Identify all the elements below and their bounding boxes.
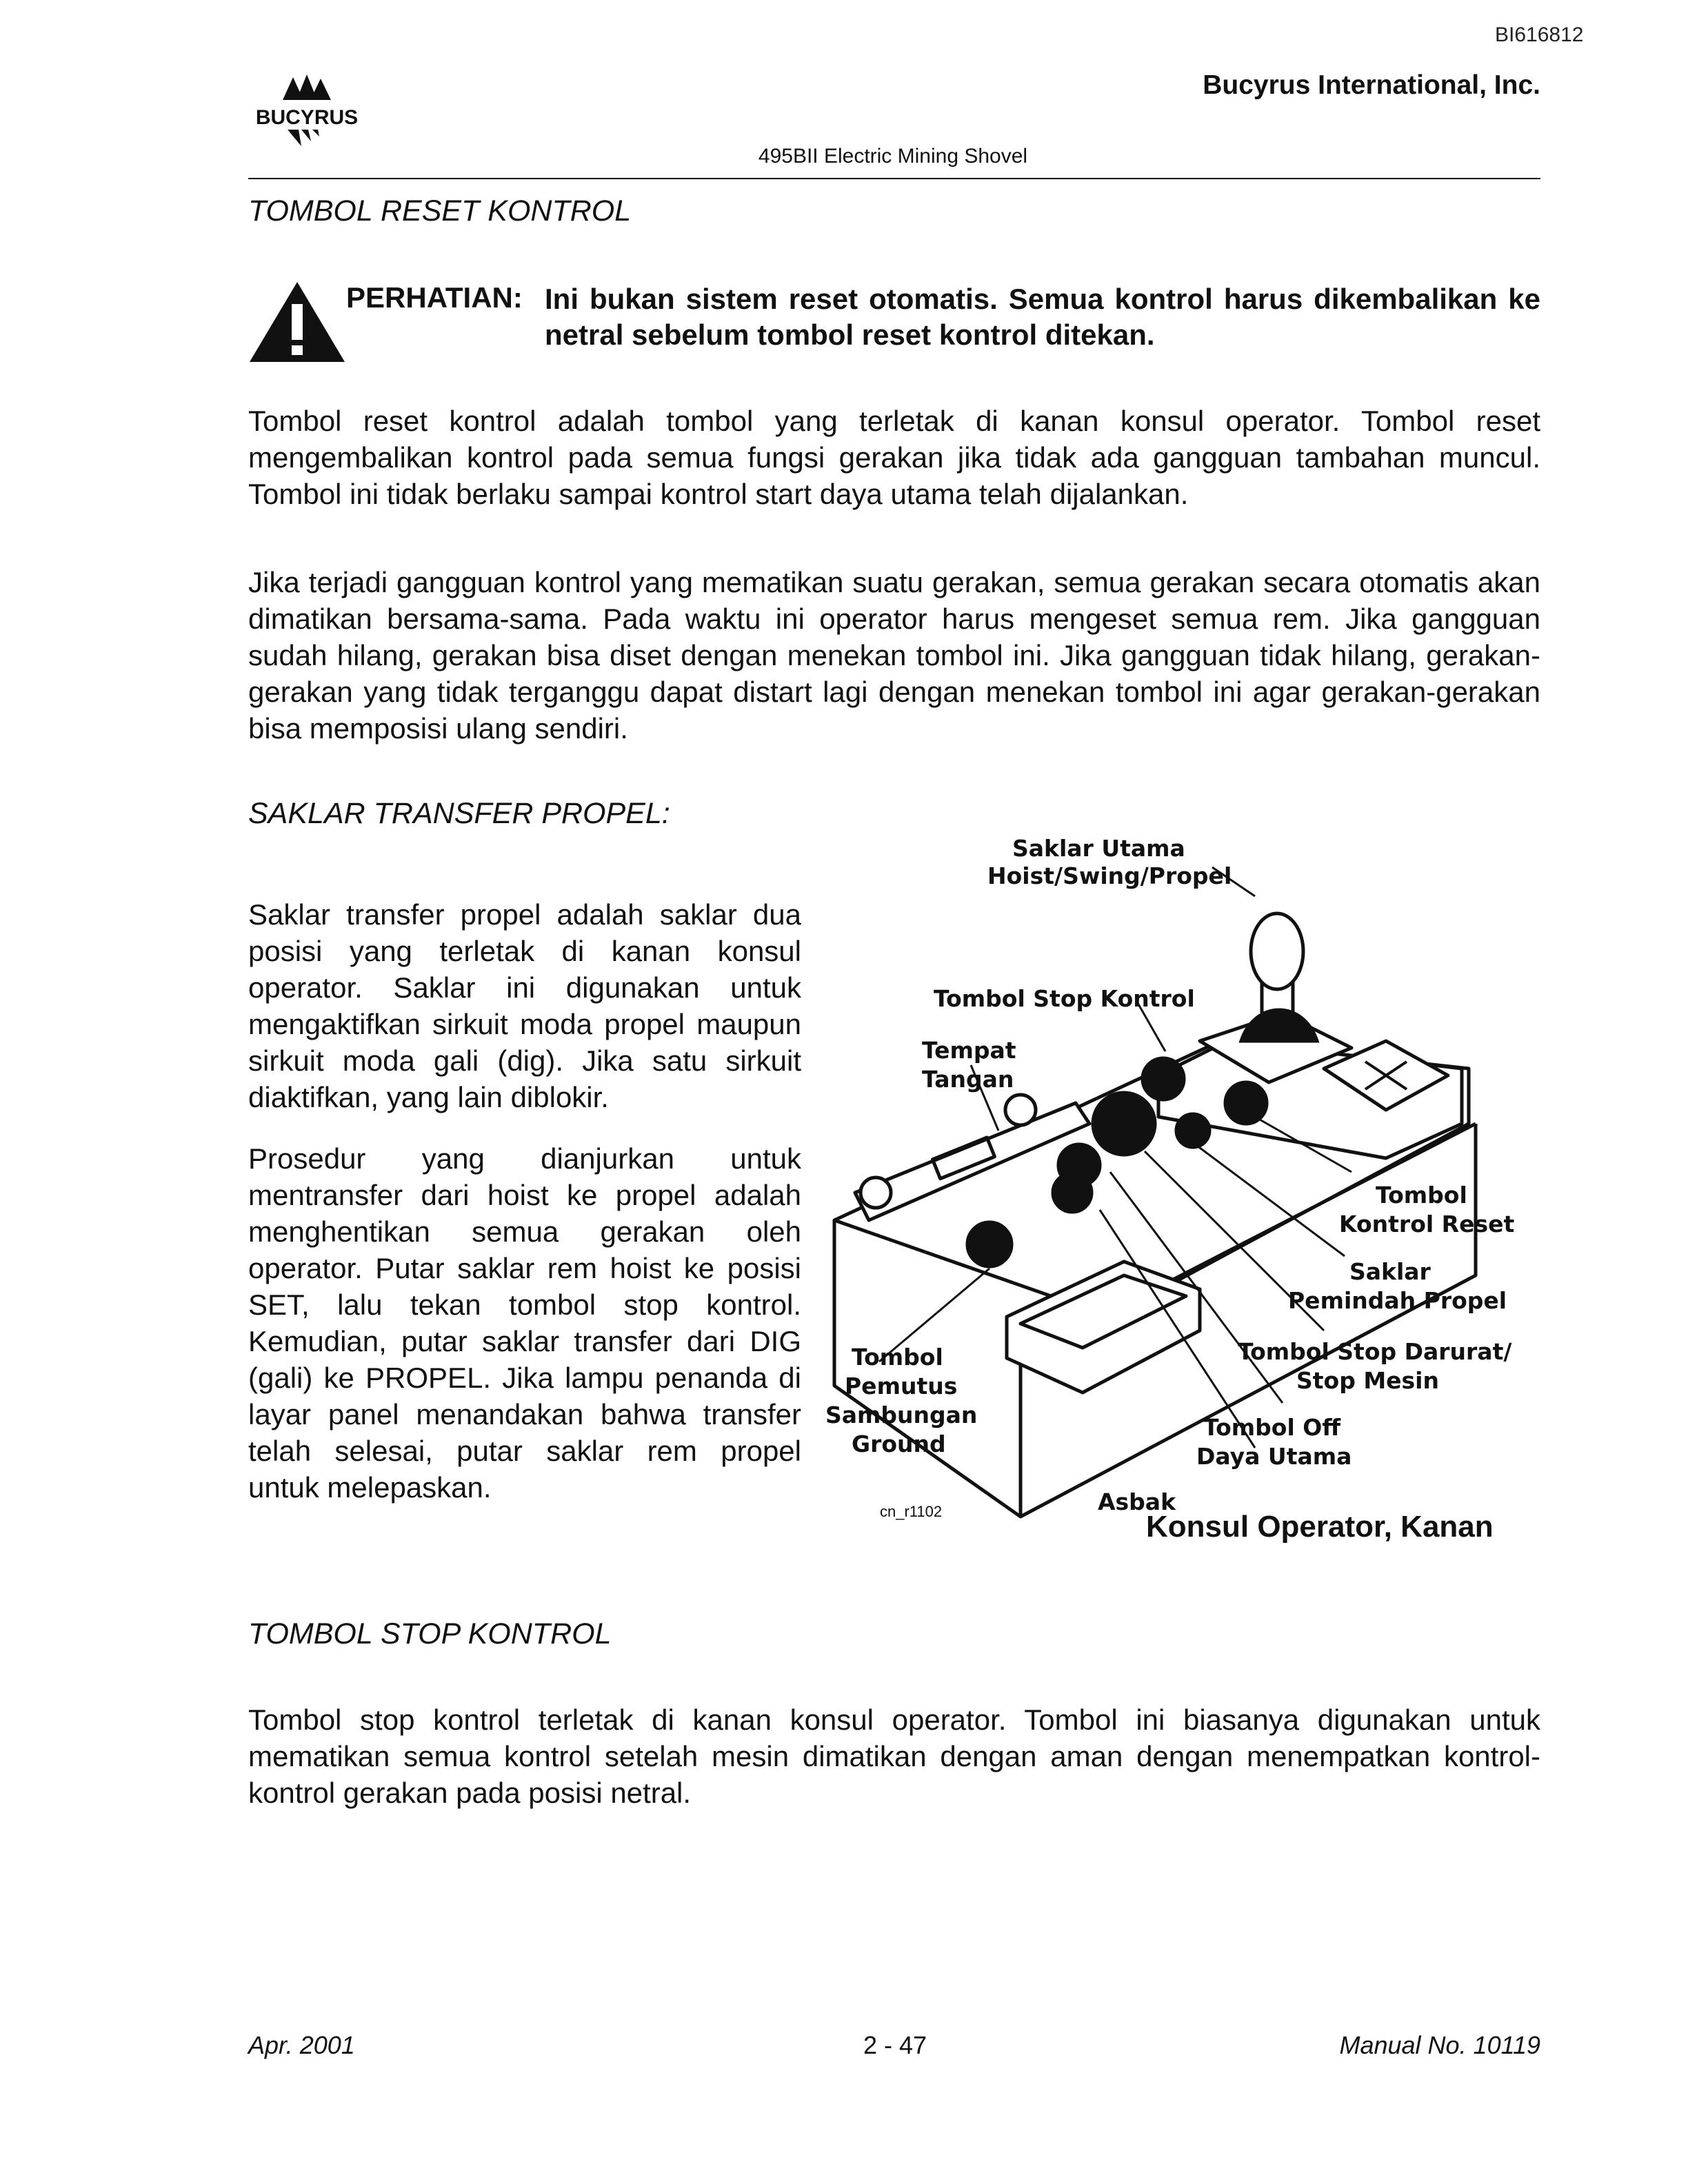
label-estop-2: Stop Mesin [1296, 1367, 1439, 1394]
label-estop-1: Tombol Stop Darurat/ [1238, 1338, 1512, 1365]
warning-triangle-icon [247, 279, 348, 365]
stop-paragraph-1: Tombol stop kontrol terletak di kanan konsul operator. Tombol ini biasanya digunakan untuk mematikan semua kontrol setelah mesin dimatikan dengan aman dengan menempatkan kontrol-kontrol gerakan pada posisi netral. [248, 1703, 1540, 1809]
label-propel-switch-1: Saklar [1349, 1258, 1431, 1285]
section-heading-stop: TOMBOL STOP KONTROL [248, 1617, 612, 1650]
caution-text: Ini bukan sistem reset otomatis. Semua kontrol harus dikembalikan ke netral sebelum tombol reset kontrol ditekan. [545, 283, 1540, 351]
company-name: Bucyrus International, Inc. [1203, 70, 1540, 100]
figure-caption: Konsul Operator, Kanan [1146, 1510, 1494, 1544]
label-armrest-1: Tempat [922, 1037, 1016, 1064]
label-ground-3: Sambungan [825, 1402, 978, 1428]
label-master-switch-2: Hoist/Swing/Propel [987, 862, 1232, 889]
header-divider [248, 178, 1540, 179]
label-propel-switch-2: Pemindah Propel [1288, 1287, 1507, 1314]
label-reset-2: Kontrol Reset [1339, 1211, 1515, 1237]
document-id: BI616812 [1495, 23, 1584, 46]
reset-paragraph-2: Jika terjadi gangguan kontrol yang mematikan suatu gerakan, semua gerakan secara otomatis akan dimatikan bersama-sama. Pada waktu ini operator harus mengeset semua rem. Jika gangguan sudah hilang, gerakan bisa diset dengan menekan tombol ini. Jika gangguan tidak hilang, gerakan-gerakan yang tidak terganggu dapat distart lagi dengan menekan tombol ini agar gerakan-gerakan bisa memposisi ulang sendiri. [248, 566, 1540, 745]
logo-text: BUCYRUS [255, 106, 359, 129]
propel-paragraph-1: Saklar transfer propel adalah saklar dua posisi yang terletak di kanan konsul operator. Saklar ini digunakan untuk mengaktifkan sirkuit moda propel maupun sirkuit moda gali (dig). Jika satu sirkuit diaktifkan, yang lain diblokir. [248, 898, 801, 1113]
figure-code: cn_r1102 [880, 1503, 943, 1520]
section-heading-propel: SAKLAR TRANSFER PROPEL: [248, 797, 670, 830]
footer-date: Apr. 2001 [248, 2031, 355, 2059]
section-heading-reset: TOMBOL RESET KONTROL [248, 194, 632, 228]
label-stop-control: Tombol Stop Kontrol [934, 985, 1195, 1012]
label-power-off-2: Daya Utama [1196, 1443, 1352, 1470]
label-armrest-2: Tangan [922, 1066, 1014, 1093]
caution-label: PERHATIAN: [346, 281, 523, 314]
company-logo [245, 69, 369, 152]
label-power-off-1: Tombol Off [1203, 1414, 1341, 1441]
propel-paragraph-2: Prosedur yang dianjurkan untuk mentransfer dari hoist ke propel adalah menghentikan semua gerakan oleh operator. Putar saklar rem hoist ke posisi SET, lalu tekan tombol stop kontrol. Kemudian, putar saklar transfer dari DIG (gali) ke PROPEL. Jika lampu penanda di layar panel menandakan bahwa transfer telah selesai, putar saklar rem propel untuk melepaskan. [248, 1142, 801, 1504]
label-ground-4: Ground [852, 1430, 946, 1457]
label-ground-2: Pemutus [845, 1373, 958, 1399]
caution-block [247, 279, 348, 365]
label-master-switch-1: Saklar Utama [1012, 835, 1185, 862]
reset-paragraph-1: Tombol reset kontrol adalah tombol yang terletak di kanan konsul operator. Tombol reset mengembalikan kontrol pada semua fungsi gerakan jika tidak ada gangguan tambahan muncul. Tombol ini tidak berlaku sampai kontrol start daya utama telah dijalankan. [248, 405, 1540, 510]
footer-page-number: 2 - 47 [863, 2031, 927, 2059]
operator-console-figure [814, 834, 1545, 1565]
label-ground-1: Tombol [852, 1344, 943, 1371]
label-reset-1: Tombol [1376, 1182, 1467, 1209]
label-ashtray: Asbak [1098, 1488, 1176, 1515]
bucyrus-logo-icon [245, 69, 369, 152]
footer-manual-number: Manual No. 10119 [1339, 2031, 1540, 2059]
document-subtitle: 495BII Electric Mining Shovel [758, 145, 1028, 168]
